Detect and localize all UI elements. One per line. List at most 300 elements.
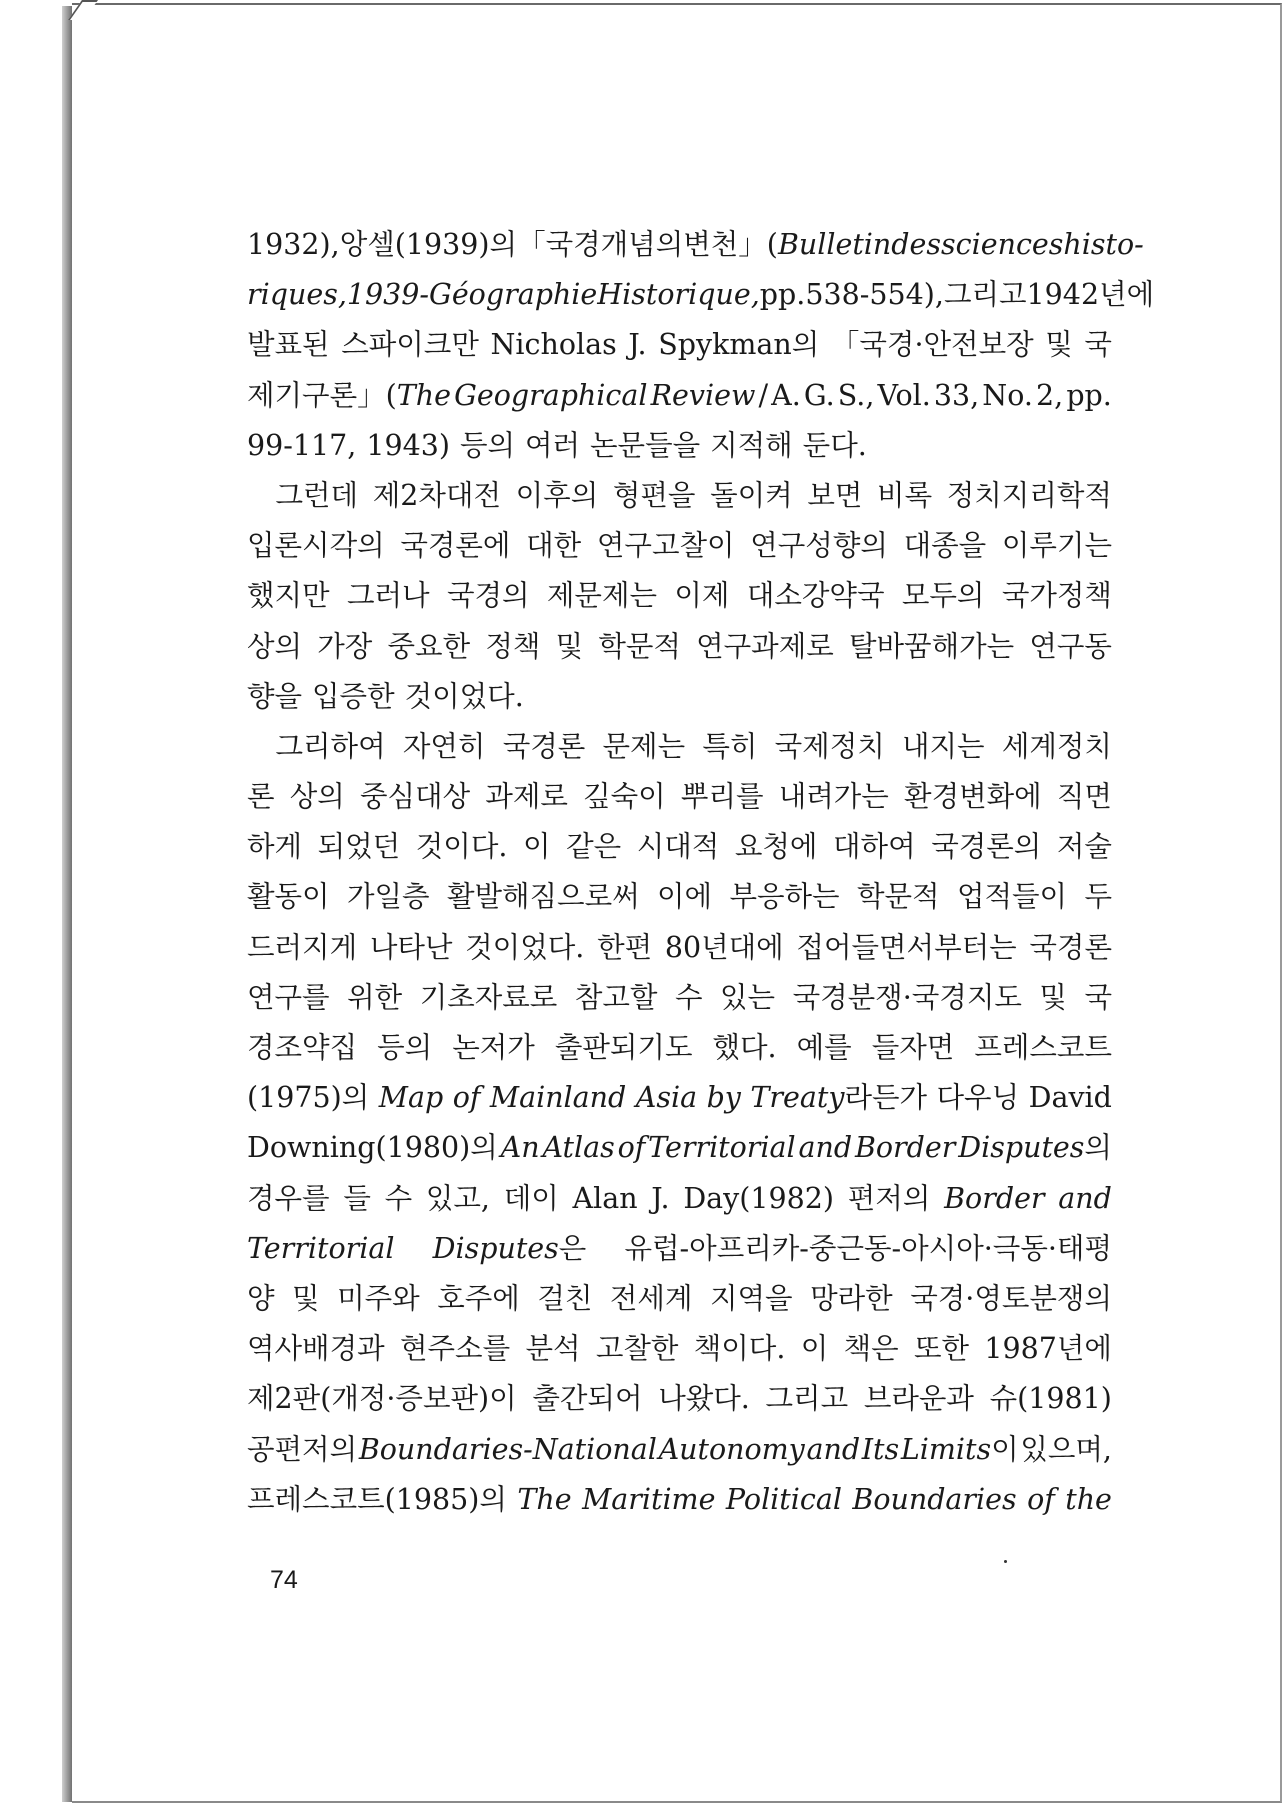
- word: [974, 1023, 1112, 1073]
- text: Vol.: [877, 378, 931, 412]
- word: [247, 371, 451, 421]
- text-line: [247, 471, 1112, 521]
- text: 대종을: [903, 529, 987, 563]
- italic-text: Territorial: [648, 1131, 796, 1165]
- word: [872, 1023, 955, 1073]
- text: 기초자료로: [419, 980, 558, 1014]
- text-line: [247, 722, 1112, 772]
- word: [590, 421, 700, 471]
- word: [694, 1324, 786, 1374]
- word: [651, 1174, 669, 1224]
- word: [388, 622, 471, 672]
- text: 들: [343, 1181, 371, 1215]
- text: 둔다.: [802, 428, 867, 462]
- word: [624, 1224, 1112, 1274]
- word: [793, 973, 1022, 1023]
- word: [317, 622, 372, 672]
- word: [674, 571, 729, 621]
- word: [665, 923, 784, 973]
- text: 한편: [597, 930, 653, 964]
- word: [931, 822, 1041, 872]
- word: [573, 1174, 638, 1224]
- text: 그러나: [346, 579, 430, 613]
- text: 지역을: [710, 1281, 793, 1315]
- text: 이: [800, 1332, 829, 1366]
- text: 경우를: [247, 1181, 330, 1215]
- text: 연구를: [247, 980, 330, 1014]
- text-line: [247, 622, 1112, 672]
- italic-text: The: [396, 378, 451, 412]
- text: 1987년에: [984, 1332, 1112, 1366]
- italic-text: and: [798, 1131, 853, 1165]
- word: [292, 1274, 320, 1324]
- text: 연구과제로: [696, 629, 834, 663]
- text: 두: [1084, 880, 1112, 914]
- word: [1039, 973, 1067, 1023]
- text: 대소강약국: [746, 579, 885, 613]
- word: [636, 1073, 697, 1123]
- text: pp.: [759, 278, 806, 312]
- text: 예를: [796, 1031, 852, 1064]
- word: [400, 1324, 510, 1374]
- word: [658, 1374, 750, 1424]
- word: [447, 872, 640, 922]
- word: [750, 521, 888, 571]
- text: 같은: [566, 830, 622, 864]
- word: [582, 1475, 715, 1525]
- text-line: [247, 220, 1144, 270]
- text: 그런데: [275, 478, 359, 512]
- word: [247, 1475, 507, 1525]
- word: [947, 471, 1112, 521]
- text-line: [247, 1425, 1112, 1475]
- word: [707, 1073, 741, 1123]
- word: [628, 320, 646, 370]
- text: 현주소를: [399, 1332, 511, 1366]
- text: 직면: [1056, 780, 1112, 814]
- word: [710, 421, 793, 471]
- word: [485, 622, 540, 672]
- text-line: [247, 1023, 1112, 1073]
- text-line: [247, 1324, 1112, 1374]
- italic-text: Territorial: [247, 1231, 395, 1265]
- italic-text: the: [1065, 1482, 1112, 1516]
- italic-text: Autonomy: [658, 1432, 805, 1466]
- text: 1943): [366, 428, 450, 462]
- text: 것이다.: [415, 830, 508, 864]
- word: [598, 622, 681, 672]
- word: [523, 822, 551, 872]
- word: [385, 1174, 413, 1224]
- italic-text: Border: [944, 1181, 1045, 1215]
- text: 공편저의: [247, 1432, 358, 1466]
- text: Alan: [572, 1181, 638, 1215]
- word: [547, 571, 657, 621]
- text: 망라한: [810, 1281, 893, 1315]
- word: [247, 872, 330, 922]
- word: [247, 923, 357, 973]
- word: [914, 1324, 969, 1374]
- word: [696, 622, 834, 672]
- word: [659, 1425, 805, 1475]
- word: [806, 1425, 860, 1475]
- word: [290, 772, 345, 822]
- word: [276, 722, 386, 772]
- italic-text: des: [891, 228, 942, 261]
- text: 이: [991, 1432, 1019, 1466]
- word: [1045, 320, 1073, 370]
- word: [501, 1123, 540, 1173]
- word: [337, 1274, 420, 1324]
- word: [747, 571, 885, 621]
- text: 중요한: [387, 629, 471, 663]
- text: 책은: [843, 1332, 899, 1366]
- text: 양: [247, 1281, 275, 1315]
- word: [247, 672, 302, 722]
- text: 것이었다.: [404, 679, 524, 713]
- word: [405, 672, 524, 722]
- text-line: [247, 672, 1112, 722]
- word: [901, 1425, 1019, 1475]
- text-line: [247, 923, 1112, 973]
- word: [831, 320, 1034, 370]
- word: [597, 270, 759, 320]
- text: 호주에: [437, 1281, 520, 1315]
- italic-text: Boundaries: [852, 1482, 1017, 1516]
- text-line: [247, 872, 1112, 922]
- text: 고찰한: [595, 1332, 679, 1366]
- italic-text: Disputes: [432, 1231, 559, 1265]
- word: [1084, 320, 1112, 370]
- italic-text: 1939-Géographie: [346, 278, 598, 312]
- word: [877, 471, 932, 521]
- text: 내지는: [902, 729, 985, 763]
- text: 입증한: [312, 679, 395, 713]
- text: 및: [1045, 328, 1073, 362]
- word: [447, 571, 530, 621]
- word: [247, 1374, 517, 1424]
- italic-text: Map: [378, 1081, 444, 1115]
- word: [525, 1324, 580, 1374]
- text: 있으며,: [1020, 1432, 1112, 1466]
- word: [833, 822, 916, 872]
- word: [796, 923, 1016, 973]
- word: [359, 1425, 657, 1475]
- word: [420, 973, 558, 1023]
- text: 중심대상: [360, 780, 471, 814]
- word: [416, 822, 508, 872]
- italic-text: An: [500, 1131, 540, 1165]
- text: 접어들면서부터는: [796, 930, 1017, 964]
- text-line: [247, 1274, 1112, 1324]
- text: 이루기는: [1001, 529, 1112, 563]
- word: [247, 1274, 275, 1324]
- text: 활발해짐으로써: [446, 880, 640, 914]
- text: 국경론에: [400, 529, 511, 563]
- word: [958, 1123, 1112, 1173]
- text: 있고,: [425, 1181, 490, 1215]
- text: 수: [674, 980, 703, 1014]
- text: 슈(1981): [989, 1382, 1112, 1416]
- word: [957, 872, 1067, 922]
- word: [1084, 872, 1112, 922]
- word: [844, 1324, 899, 1374]
- italic-text: riques,: [247, 278, 347, 312]
- text: 「국경개념의: [517, 228, 684, 261]
- word: [637, 822, 720, 872]
- text: 99-117,: [247, 428, 357, 462]
- word: [1029, 923, 1112, 973]
- word: [804, 371, 835, 421]
- text: 수: [384, 1181, 413, 1215]
- word: [400, 521, 510, 571]
- word: [891, 220, 941, 270]
- word: [758, 371, 768, 421]
- text-line: [247, 421, 1112, 471]
- text: 경조약집: [247, 1031, 358, 1064]
- word: [347, 571, 430, 621]
- word: [984, 1324, 1112, 1374]
- text: 라든가: [844, 1081, 928, 1115]
- word: [312, 672, 395, 722]
- text: 부응하는: [729, 880, 840, 914]
- text: 미주와: [337, 1281, 420, 1315]
- text: 문제는: [602, 729, 686, 763]
- text: 자연히: [402, 729, 486, 763]
- italic-text: Geographical: [454, 378, 648, 412]
- text: 입론시각의: [247, 529, 385, 563]
- text: 출판되기도: [554, 1031, 693, 1064]
- word: [437, 1274, 520, 1324]
- text: 편저의: [847, 1181, 931, 1215]
- text: 탈바꿈해가는: [848, 629, 1015, 663]
- word: [1058, 1174, 1112, 1224]
- italic-text: Atlas: [542, 1131, 615, 1165]
- text: 상의: [247, 629, 303, 663]
- text: 연구고찰이: [596, 529, 735, 563]
- text: Nicholas: [490, 328, 617, 362]
- text: 다우닝: [936, 1081, 1020, 1115]
- word: [247, 521, 385, 571]
- word: [556, 622, 584, 672]
- text: 세계정치: [1001, 729, 1112, 763]
- text-line: [247, 772, 1112, 822]
- text-line: [247, 1224, 1112, 1274]
- text: 대한: [526, 529, 582, 563]
- word: [517, 1475, 571, 1525]
- word: [247, 1123, 498, 1173]
- italic-text: sciences: [941, 228, 1064, 261]
- text: S.,: [837, 378, 875, 412]
- word: [1027, 1475, 1055, 1525]
- word: [525, 421, 580, 471]
- word: [537, 1274, 592, 1324]
- word: [651, 371, 756, 421]
- text: 돌이켜: [710, 478, 793, 512]
- word: [340, 220, 517, 270]
- word: [982, 371, 1033, 421]
- text: 특히: [702, 729, 758, 763]
- text: 활동이: [247, 880, 330, 914]
- italic-text: Historique,: [597, 278, 760, 312]
- italic-text: of: [617, 1131, 646, 1165]
- word: [904, 772, 1042, 822]
- word: [532, 1374, 642, 1424]
- text: 정책: [485, 629, 541, 663]
- word: [373, 471, 501, 521]
- text-line: [247, 270, 1155, 320]
- text-line: [247, 1374, 1112, 1424]
- word: [366, 421, 450, 471]
- text: 뿌리를: [680, 780, 764, 814]
- word: [799, 1123, 853, 1173]
- text: pp.: [1066, 378, 1112, 412]
- word: [575, 973, 658, 1023]
- print-speck: [1004, 1560, 1007, 1563]
- word: [726, 1475, 842, 1525]
- word: [713, 1023, 777, 1073]
- text: J.: [651, 1181, 670, 1215]
- italic-text: Its: [861, 1432, 900, 1466]
- text: 국경론: [502, 729, 586, 763]
- text: 국경론의: [931, 830, 1042, 864]
- word: [504, 1174, 559, 1224]
- word: [990, 1374, 1112, 1424]
- word: [735, 822, 818, 872]
- italic-text: Bulletin: [777, 228, 892, 261]
- word: [526, 521, 581, 571]
- word: [857, 872, 940, 922]
- text: 출간되어: [532, 1382, 643, 1416]
- word: [485, 772, 568, 822]
- text: 및: [292, 1281, 320, 1315]
- text: 요청에: [734, 830, 818, 864]
- text: 보면: [807, 478, 863, 512]
- word: [729, 872, 839, 922]
- text: 대하여: [833, 830, 916, 864]
- text-line: [247, 1174, 1112, 1224]
- text: 드러지게: [247, 930, 358, 964]
- text: 발표된: [247, 328, 330, 362]
- text: 국경분쟁·국경지도: [792, 980, 1022, 1014]
- text: 제기구론」(: [247, 378, 397, 412]
- text: 역사배경과: [247, 1332, 385, 1366]
- text: Spykman의: [658, 328, 820, 362]
- word: [403, 722, 486, 772]
- word: [318, 822, 401, 872]
- text: G.: [803, 378, 835, 412]
- text: 그리하여: [275, 729, 386, 763]
- text: 가일층: [346, 880, 430, 914]
- text: 국경론: [1029, 930, 1112, 964]
- word: [902, 571, 985, 621]
- text: 그리고: [765, 1382, 849, 1416]
- word: [779, 772, 889, 822]
- text: 위한: [347, 980, 403, 1014]
- text: 환경변화에: [904, 780, 1042, 814]
- text: 이후의: [515, 478, 599, 512]
- word: [465, 923, 584, 973]
- word: [517, 220, 683, 270]
- text: 1932),: [247, 228, 340, 261]
- text: 연구동: [1029, 629, 1112, 663]
- text: 모두의: [901, 579, 985, 613]
- word: [503, 722, 586, 772]
- word: [247, 1224, 394, 1274]
- text: 또한: [913, 1332, 970, 1366]
- word: [657, 872, 712, 922]
- word: [247, 973, 330, 1023]
- text: 학문적: [598, 629, 681, 663]
- italic-text: and: [806, 1432, 861, 1466]
- word: [702, 722, 757, 772]
- word: [247, 1023, 357, 1073]
- text: 것이었다.: [465, 930, 585, 964]
- word: [610, 1274, 693, 1324]
- word: [902, 722, 985, 772]
- word: [848, 1174, 931, 1224]
- text: 과제로: [485, 780, 568, 814]
- text: 제문제는: [546, 579, 658, 613]
- italic-text: of: [452, 1081, 481, 1115]
- italic-text: Treaty: [750, 1081, 845, 1115]
- word: [904, 521, 987, 571]
- word: [597, 923, 652, 973]
- page-number: 74: [270, 1566, 298, 1594]
- word: [760, 270, 806, 320]
- text-line: [247, 973, 1112, 1023]
- word: [683, 220, 891, 270]
- word: [247, 421, 356, 471]
- text: 상의: [289, 780, 345, 814]
- word: [944, 270, 1027, 320]
- word: [683, 1174, 834, 1224]
- text: 시대적: [636, 830, 720, 864]
- italic-text: The: [517, 1482, 572, 1516]
- word: [766, 1374, 849, 1424]
- text-line: [247, 1475, 1112, 1525]
- text-line: [247, 822, 1112, 872]
- text: 국: [1084, 980, 1112, 1014]
- text: 변천」(: [683, 228, 778, 261]
- text-line: [247, 1123, 1112, 1173]
- word: [710, 1274, 793, 1324]
- word: [247, 1425, 357, 1475]
- text: 이에: [657, 880, 713, 914]
- word: [720, 973, 775, 1023]
- text: 538-554),: [805, 278, 944, 312]
- italic-text: by: [706, 1081, 741, 1115]
- text: 국제정치: [774, 729, 885, 763]
- text: 80년대에: [664, 930, 784, 964]
- text: 앙셀(1939)의: [339, 228, 518, 261]
- word: [878, 371, 931, 421]
- word: [1002, 521, 1112, 571]
- word: [603, 722, 686, 772]
- word: [379, 1073, 443, 1123]
- word: [910, 1274, 1112, 1324]
- word: [1029, 622, 1112, 672]
- word: [370, 923, 453, 973]
- text: (1975)의: [247, 1081, 370, 1115]
- word: [675, 973, 703, 1023]
- text: 및: [555, 629, 584, 663]
- text: 스파이크만: [341, 328, 479, 362]
- text: 저술: [1056, 830, 1112, 864]
- word: [490, 320, 616, 370]
- text: 했다.: [712, 1031, 777, 1064]
- italic-text: of: [1027, 1482, 1055, 1516]
